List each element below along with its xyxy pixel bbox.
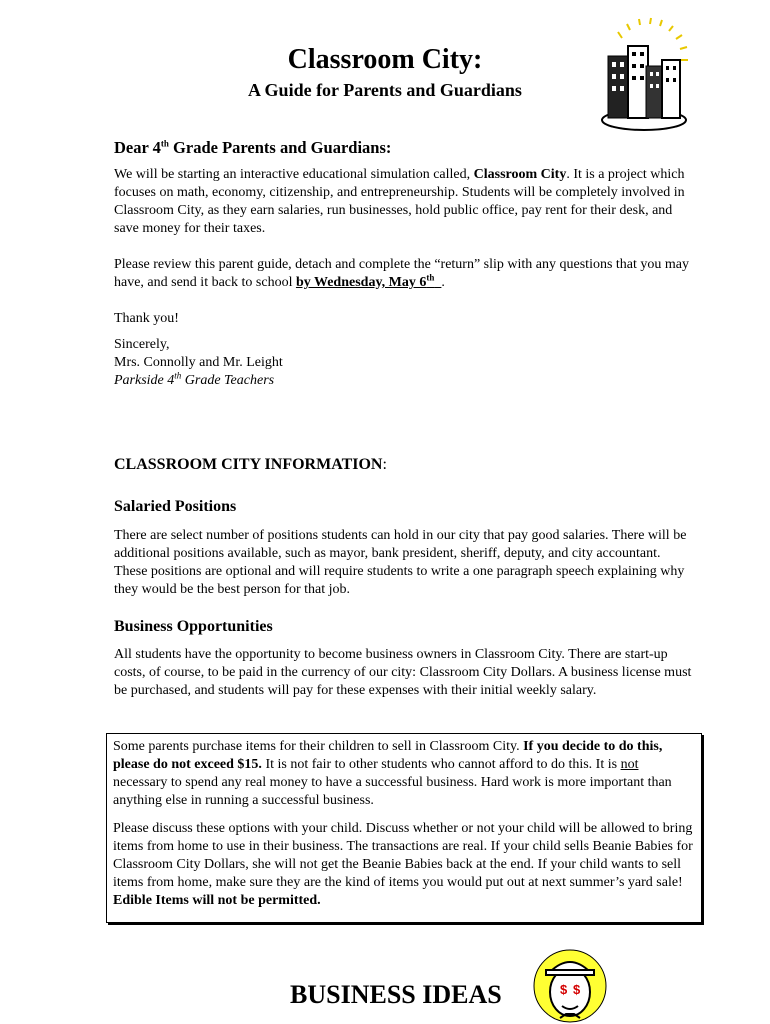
letter-signers: Mrs. Connolly and Mr. Leight bbox=[114, 355, 283, 370]
page-title: Classroom City: bbox=[287, 44, 483, 75]
svg-text:$: $ bbox=[573, 982, 581, 997]
letter-greeting: Dear 4th Grade Parents and Guardians: bbox=[114, 138, 392, 157]
business-opportunities-title: Business Opportunities bbox=[114, 618, 273, 635]
letter-sincerely: Sincerely, bbox=[114, 337, 170, 352]
salaried-positions-text: There are select number of positions students can hold in our city that pay good salaries. There will be additional positions available, such as mayor, bank president, sheriff, deputy, and city accountant. These positions are optional and will require students to write a one paragraph speech explaining why they would be the best person for that job. bbox=[114, 528, 687, 597]
notice-paragraph-spending: Some parents purchase items for their children to sell in Classroom City. If you decide to do this, please do not exceed $15. It is not fair to other students who cannot afford to do this. It is not necessary to spend any real money to have a successful business. Hard work is more important than anything else in running a successful business. bbox=[113, 739, 672, 808]
notice-paragraph-discuss: Please discuss these options with your child. Discuss whether or not your child will be allowed to bring items from home to use in their business. The transactions are real. If your child sells Beanie Babies for Classroom City Dollars, she will not get the Beanie Babies back at the end. If your child wants to sell items from home, make sure they are the kind of items you would put out at next summer’s yard sale! Edible Items will not be permitted. bbox=[113, 821, 693, 908]
letter-paragraph-return: Please review this parent guide, detach and complete the “return” slip with any questions that you may have, and send it back to school by Wednesday, May 6th . bbox=[114, 257, 689, 290]
salaried-positions-title: Salaried Positions bbox=[114, 498, 237, 515]
svg-text:$: $ bbox=[560, 982, 568, 997]
parent-notice-box bbox=[106, 733, 702, 923]
letter-thanks: Thank you! bbox=[114, 311, 179, 326]
page-subtitle: A Guide for Parents and Guardians bbox=[248, 80, 522, 100]
info-heading: CLASSROOM CITY INFORMATION: bbox=[114, 456, 387, 473]
business-ideas-heading: BUSINESS IDEAS bbox=[290, 980, 502, 1009]
city-skyline-icon bbox=[594, 16, 690, 136]
letter-paragraph-intro: We will be starting an interactive educational simulation called, Classroom City. It is a project which focuses on math, economy, citizenship, and entrepreneurship. Students will be completely involved in Classroom City, as they earn salaries, run businesses, hold public office, pay rent for their desk, and save money for their taxes. bbox=[114, 167, 685, 236]
business-opportunities-text: All students have the opportunity to become business owners in Classroom City. There are start-up costs, of course, to be paid in the currency of our city: Classroom City Dollars. A business license must be purchased, and students will pay for these expenses with their initial weekly salary. bbox=[114, 647, 692, 698]
letter-signer-role: Parkside 4th Grade Teachers bbox=[114, 370, 275, 388]
money-character-icon bbox=[530, 942, 614, 1024]
